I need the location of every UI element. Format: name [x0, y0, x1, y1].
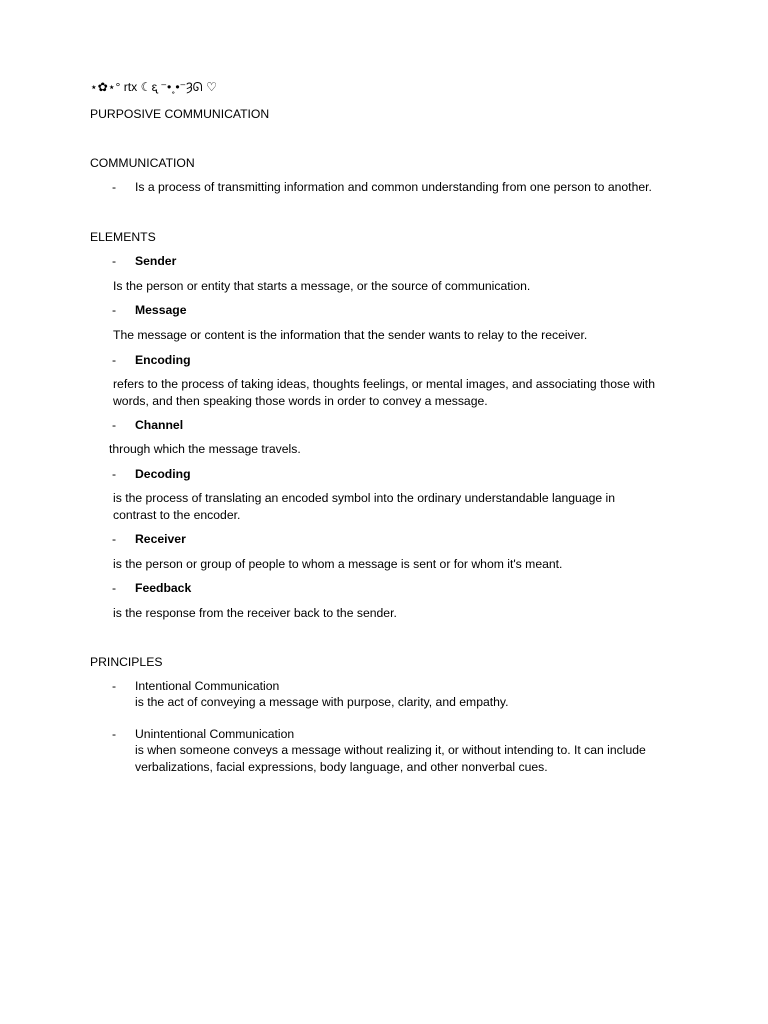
element-description-feedback: is the response from the receiver back to the sender.: [113, 606, 397, 620]
element-bullet: -: [112, 581, 117, 595]
element-term-encoding: Encoding: [135, 353, 191, 367]
element-bullet: -: [112, 353, 117, 367]
element-bullet: -: [112, 303, 117, 317]
communication-definition: Is a process of transmitting information and common understanding from one person to another.: [135, 180, 652, 194]
element-description-channel: through which the message travels.: [109, 442, 301, 456]
element-bullet: -: [112, 418, 117, 432]
principle-bullet: -: [112, 679, 117, 693]
principle-description-unintentional: is when someone conveys a message without realizing it, or without intending to. It can include verbalizations, facial expressions, body language, and other nonverbal cues.: [135, 743, 646, 774]
header-decoration: ⋆✿⋆° rtx ☾ᶓ ⁻•˳•⁻Ȝᘏ ♡: [90, 80, 218, 94]
element-description-encoding: refers to the process of taking ideas, thoughts feelings, or mental images, and associating those with words, and then speaking those words in order to convey a message.: [113, 377, 655, 408]
element-term-receiver: Receiver: [135, 532, 186, 546]
principle-bullet: -: [112, 727, 117, 741]
element-description-message: The message or content is the information that the sender wants to relay to the receiver.: [113, 328, 588, 342]
element-term-message: Message: [135, 303, 187, 317]
element-description-sender: Is the person or entity that starts a message, or the source of communication.: [113, 279, 531, 293]
principle-description-intentional: is the act of conveying a message with purpose, clarity, and empathy.: [135, 695, 509, 709]
element-bullet: -: [112, 254, 117, 268]
principle-term-unintentional: Unintentional Communication: [135, 727, 295, 741]
element-description-receiver: is the person or group of people to whom a message is sent or for whom it's meant.: [113, 557, 563, 571]
element-description-decoding: is the process of translating an encoded symbol into the ordinary understandable language in contrast to the encoder.: [113, 491, 616, 522]
element-term-feedback: Feedback: [135, 581, 192, 595]
communication-heading: COMMUNICATION: [90, 156, 195, 170]
elements-heading: ELEMENTS: [90, 230, 156, 244]
element-term-sender: Sender: [135, 254, 177, 268]
principles-heading: PRINCIPLES: [90, 655, 163, 669]
communication-bullet: -: [112, 180, 117, 194]
element-term-channel: Channel: [135, 418, 184, 432]
principle-term-intentional: Intentional Communication: [135, 679, 280, 693]
element-bullet: -: [112, 467, 117, 481]
element-term-decoding: Decoding: [135, 467, 191, 481]
element-bullet: -: [112, 532, 117, 546]
document-title: PURPOSIVE COMMUNICATION: [90, 107, 270, 121]
